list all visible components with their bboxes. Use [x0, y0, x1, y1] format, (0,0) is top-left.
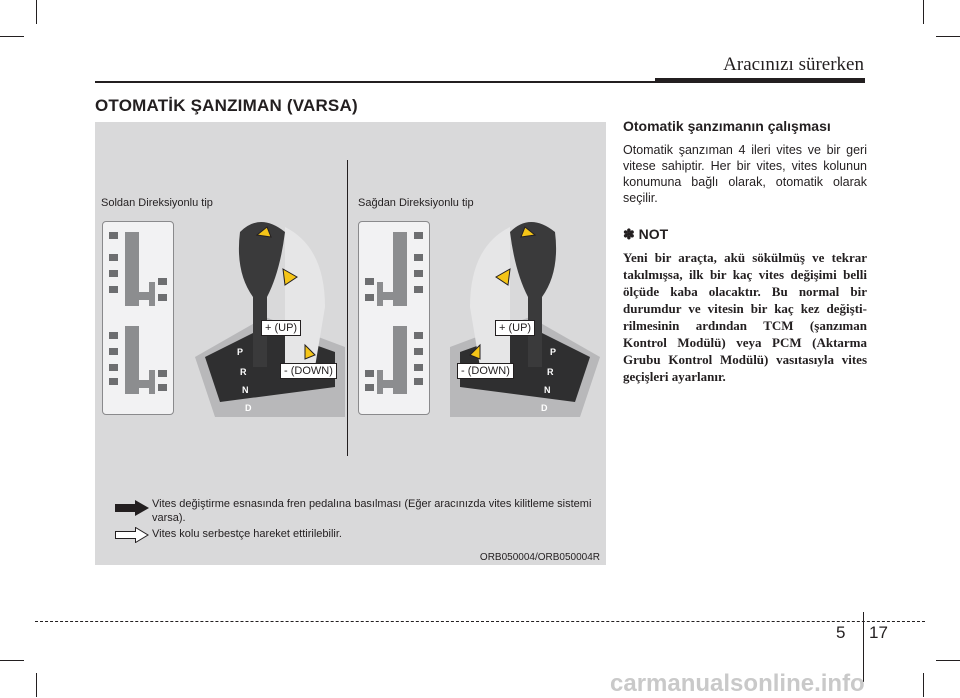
- figure-divider: [347, 160, 348, 456]
- subheading: Otomatik şanzımanın çalışması: [623, 118, 831, 134]
- gear-letter-n: N: [242, 385, 249, 395]
- up-label-left: + (UP): [261, 320, 301, 336]
- right-drive-caption: Sağdan Direksiyonlu tip: [358, 197, 474, 209]
- shift-lever-figure: [95, 122, 606, 565]
- gear-letter-d: D: [245, 403, 252, 413]
- down-label-left: - (DOWN): [280, 363, 337, 379]
- page-number: 17: [869, 623, 888, 642]
- crop-mark: [0, 660, 24, 661]
- gear-letter-d: D: [541, 403, 548, 413]
- text-column: [623, 118, 867, 385]
- watermark: carmanualsonline.info: [610, 670, 865, 697]
- shift-lever-right: [450, 217, 600, 417]
- figure-code: ORB050004/ORB050004R: [479, 552, 600, 563]
- legend-brake-text: Vites değiştirme esnasında fren pedalına basılması (Eğer aracınızda vites kilitleme sistemi varsa).: [152, 498, 592, 524]
- outline-arrow-icon: [115, 527, 149, 543]
- chapter-number: 5: [836, 623, 846, 642]
- shift-lever-left: [195, 217, 345, 417]
- gear-letter-p: P: [237, 347, 244, 357]
- page-title: OTOMATİK ŞANZIMAN (VARSA): [95, 96, 358, 115]
- shift-pattern-diagram-left: [102, 221, 174, 415]
- shift-pattern-diagram-right: [358, 221, 430, 415]
- gear-letter-n: N: [544, 385, 551, 395]
- shift-gate-icon: [359, 222, 429, 414]
- crop-mark: [936, 36, 960, 37]
- body-paragraph: Otomatik şanzıman 4 ileri vites ve bir geri vitese sahiptir. Her bir vites, vites kolunun konumuna bağlı olarak, otomatik olarak seçilir.: [623, 143, 867, 205]
- footer-rule: [35, 621, 925, 622]
- crop-mark: [936, 660, 960, 661]
- note-paragraph: Yeni bir araçta, akü sökülmüş ve tekrar takılmışsa, ilk bir kaç vites değişimi belli ölçüde kaba olacaktır. Bu normal bir durumdur ve vitesin bir kaç kez değişti-rilmesinin ardından TCM (şanzıman Kontrol Modülü) veya PCM (Aktarma Grubu Kontrol Modülü) vasıtasıyla vites geçişleri ayarlanır.: [623, 250, 867, 384]
- crop-mark: [36, 0, 37, 24]
- solid-arrow-icon: [115, 500, 149, 516]
- gear-letter-r: R: [547, 367, 554, 377]
- crop-mark: [0, 36, 24, 37]
- header-rule-accent: [655, 78, 865, 83]
- crop-mark: [36, 673, 37, 697]
- legend-free-text: Vites kolu serbestçe hareket ettirilebilir.: [152, 528, 342, 540]
- running-header: Aracınızı sürerken: [723, 54, 864, 75]
- shift-gate-icon: [103, 222, 173, 414]
- gear-letter-r: R: [240, 367, 247, 377]
- note-heading: ✽ NOT: [623, 226, 669, 242]
- left-drive-caption: Soldan Direksiyonlu tip: [101, 197, 213, 209]
- down-label-right: - (DOWN): [457, 363, 514, 379]
- up-label-right: + (UP): [495, 320, 535, 336]
- crop-mark: [923, 673, 924, 697]
- gear-letter-p: P: [550, 347, 557, 357]
- crop-mark: [923, 0, 924, 24]
